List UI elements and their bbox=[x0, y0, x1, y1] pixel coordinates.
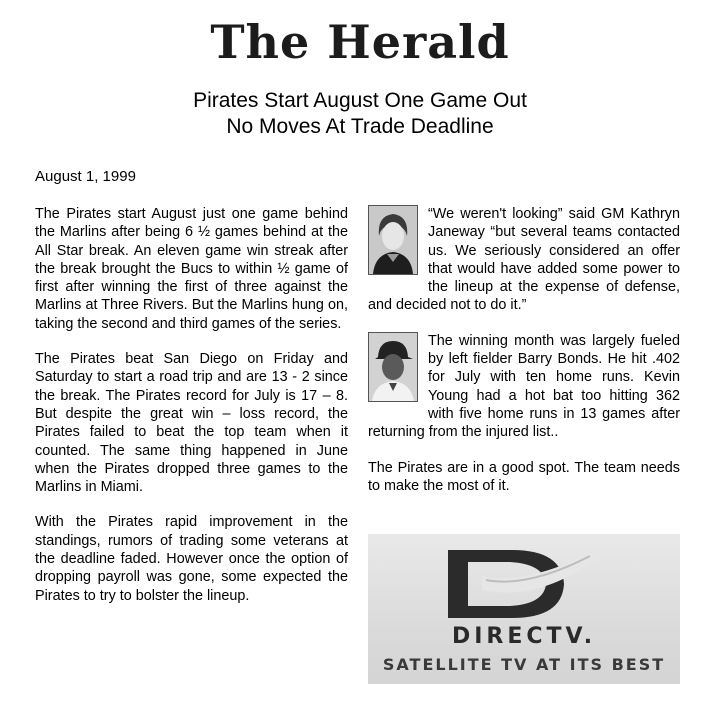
gm-portrait-photo bbox=[368, 205, 418, 275]
left-column bbox=[35, 205, 348, 622]
headline-line-2: No Moves At Trade Deadline bbox=[226, 115, 494, 138]
headline bbox=[0, 88, 720, 140]
directv-logo-icon bbox=[442, 546, 606, 622]
bonds-paragraph: The winning month was largely fueled by left fielder Barry Bonds. He hit .402 for July with ten home runs. Kevin Young had a hot bat too hitting 362 with five home runs in 13 games after returning from the injured list.. bbox=[368, 332, 680, 441]
ad-brand-text: DIRECTV. bbox=[451, 624, 597, 649]
ad-tagline-text: SATELLITE TV AT ITS BEST bbox=[382, 655, 666, 674]
directv-advertisement bbox=[368, 534, 680, 684]
right-column bbox=[368, 205, 680, 512]
gm-quote-paragraph: “We weren't looking” said GM Kathryn Janeway “but several teams contacted us. We seriously considered an offer that would have added some power to the lineup at the expense of defense, and decided not to do it.” bbox=[368, 206, 680, 314]
closing-paragraph: The Pirates are in a good spot. The team needs to make the most of it. bbox=[368, 459, 680, 494]
player-portrait-photo bbox=[368, 332, 418, 402]
article-paragraph: The Pirates start August just one game behind the Marlins after being 6 ½ games behind at the All Star break. An eleven game win streak after the break brought the Bucs to within ½ game of first after winning the first of three against the Marlins at Three Rivers. But the Marlins hung on, taking the second and third games of the series. bbox=[35, 206, 348, 332]
article-paragraph: The Pirates beat San Diego on Friday and Saturday to start a road trip and are 13 - 2 since the break. The Pirates record for July is 17 – 8. But despite the great win – loss record, the Pirates failed to beat the top team when it counted. The same thing happened in June when the Pirates dropped three games to the Marlins in Miami. bbox=[35, 351, 348, 496]
masthead-title: The Herald bbox=[210, 15, 510, 69]
article-paragraph: With the Pirates rapid improvement in the standings, rumors of trading some veterans at the deadline faded. However once the option of dropping payroll was gone, some expected the Pirates to try to bolster the lineup. bbox=[35, 514, 348, 604]
article-date: August 1, 1999 bbox=[35, 168, 136, 185]
headline-line-1: Pirates Start August One Game Out bbox=[193, 89, 527, 112]
